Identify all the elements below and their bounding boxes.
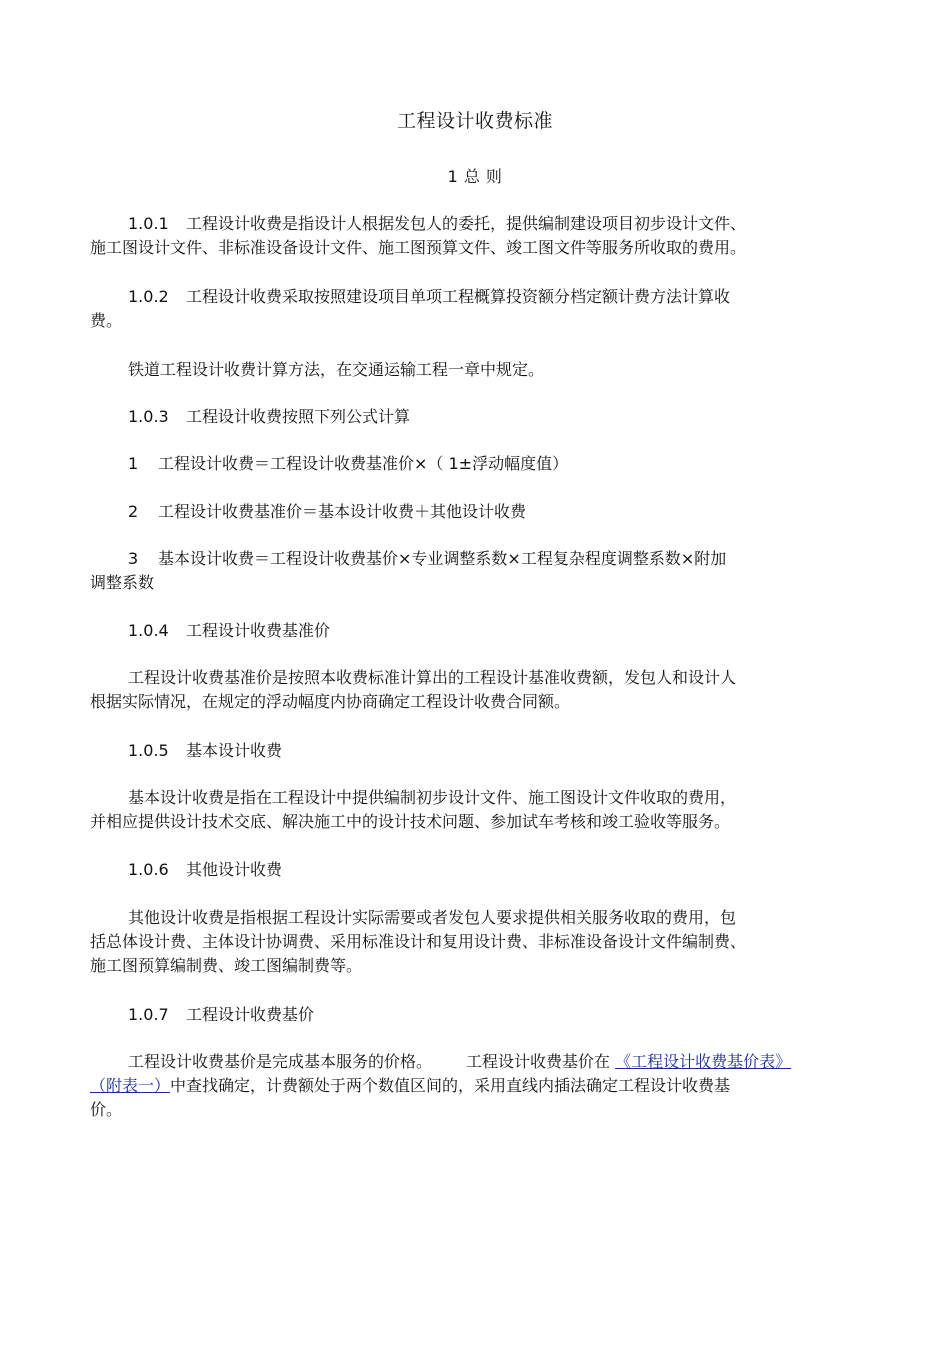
body-text-continued: 括总体设计费、主体设计协调费、采用标准设计和复用设计费、非标准设备设计文件编制费、 [90,932,747,951]
body-text-continued: 根据实际情况，在规定的浮动幅度内协商确定工程设计收费合同额。 [90,692,571,711]
railway-note [90,358,830,382]
body-text: 工程设计收费基价在 [466,1052,611,1071]
body-text: 基本设计收费是指在工程设计中提供编制初步设计文件、施工图设计文件收取的费用， [128,788,737,807]
clause-text: 工程设计收费基准价 [186,621,331,640]
appendix-table-link-continued[interactable]: （附表一） [90,1076,171,1095]
formula-number: 3 [128,549,139,568]
formula-1 [90,452,830,476]
formula-2 [90,500,830,524]
formula-text: 工程设计收费＝工程设计收费基准价×（ 1±浮动幅度值） [158,454,569,473]
clause-1-0-6-body [90,906,830,978]
body-text: 中查找确定，计费额处于两个数值区间的，采用直线内插法确定工程设计收费基 [170,1076,731,1095]
clause-text: 工程设计收费按照下列公式计算 [186,407,411,426]
body-text-continued: 价。 [90,1100,123,1119]
clause-1-0-7 [90,1003,830,1027]
clause-text: 基本设计收费 [186,741,283,760]
clause-1-0-6 [90,858,830,882]
clause-number: 1.0.2 [128,287,169,306]
clause-text: 工程设计收费基价 [186,1005,315,1024]
clause-number: 1.0.7 [128,1005,169,1024]
clause-1-0-4-body [90,666,830,714]
clause-number: 1.0.1 [128,214,169,233]
clause-1-0-5 [90,739,830,763]
chapter-heading: 1 总 则 [447,167,503,186]
clause-1-0-2 [90,285,830,333]
body-text-continued: 并相应提供设计技术交底、解决施工中的设计技术问题、参加试车考核和竣工验收等服务。 [90,812,731,831]
clause-number: 1.0.3 [128,407,169,426]
clause-text: 其他设计收费 [186,860,283,879]
clause-text: 工程设计收费采取按照建设项目单项工程概算投资额分档定额计费方法计算收 [186,287,731,306]
body-text: 工程设计收费基准价是按照本收费标准计算出的工程设计基准收费额，发包人和设计人 [128,668,737,687]
appendix-table-link[interactable]: 《工程设计收费基价表》 [615,1052,792,1071]
formula-text: 工程设计收费基准价＝基本设计收费＋其他设计收费 [158,502,527,521]
clause-1-0-4 [90,619,830,643]
clause-1-0-5-body [90,786,830,834]
formula-number: 1 [128,454,139,473]
formula-text: 基本设计收费＝工程设计收费基价×专业调整系数×工程复杂程度调整系数×附加 [158,549,727,568]
body-text: 其他设计收费是指根据工程设计实际需要或者发包人要求提供相关服务收取的费用，包 [128,908,737,927]
clause-1-0-1 [90,212,830,260]
body-text: 工程设计收费基价是完成基本服务的价格。 [128,1052,433,1071]
body-text-continued: 施工图预算编制费、竣工图编制费等。 [90,956,363,975]
clause-number: 1.0.5 [128,741,169,760]
document-title: 工程设计收费标准 [396,110,553,132]
note-text: 铁道工程设计收费计算方法，在交通运输工程一章中规定。 [128,360,545,379]
clause-number: 1.0.4 [128,621,169,640]
clause-1-0-7-body [90,1050,870,1122]
formula-text-continued: 调整系数 [90,573,155,592]
formula-3 [90,547,830,595]
clause-number: 1.0.6 [128,860,169,879]
clause-text-continued: 施工图设计文件、非标准设备设计文件、施工图预算文件、竣工图文件等服务所收取的费用。 [90,238,747,257]
formula-number: 2 [128,502,139,521]
clause-text-continued: 费。 [90,311,123,330]
clause-1-0-3 [90,405,830,429]
clause-text: 工程设计收费是指设计人根据发包人的委托，提供编制建设项目初步设计文件、 [186,214,747,233]
